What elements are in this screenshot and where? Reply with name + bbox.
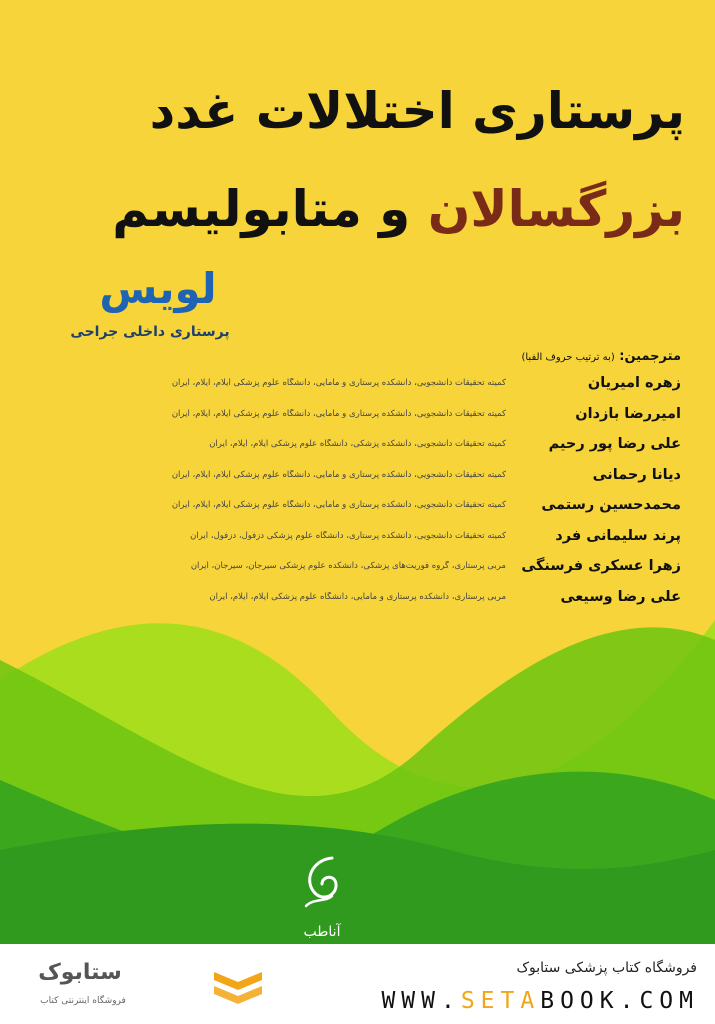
translator-affiliation: کمیته تحقیقات دانشجویی، دانشکده پرستاری، دانشگاه علوم پزشکی دزفول، دزفول، ایران <box>190 530 506 541</box>
footer-banner <box>0 944 715 1024</box>
translator-row <box>61 490 681 521</box>
translator-affiliation: کمیته تحقیقات دانشجویی، دانشکده پرستاری و مامایی، دانشگاه علوم پزشکی ایلام، ایلام، ایران <box>171 469 506 480</box>
translators-list <box>61 346 681 612</box>
book-title-accent: بزرگسالان <box>427 180 685 238</box>
green-waves-decoration <box>0 600 715 944</box>
translators-heading-note: (به ترتیب حروف الفبا) <box>521 352 615 363</box>
store-name: فروشگاه کتاب پزشکی ستابوک <box>516 960 697 976</box>
author-subtitle: پرستاری داخلی جراحی <box>70 324 230 340</box>
translator-row <box>61 521 681 552</box>
translator-name: علی رضا وسیعی <box>560 588 681 605</box>
translator-name: دیانا رحمانی <box>592 466 681 483</box>
translator-affiliation: مربی پرستاری، دانشکده پرستاری و مامایی، دانشگاه علوم پزشکی ایلام، ایلام، ایران <box>209 591 506 602</box>
brand-name: ستابوک <box>38 960 122 985</box>
translator-affiliation: کمیته تحقیقات دانشجویی، دانشکده پرستاری و مامایی، دانشگاه علوم پزشکی ایلام، ایلام، ایران <box>171 500 506 511</box>
translator-row <box>61 368 681 399</box>
publisher-logo <box>292 850 352 944</box>
translator-name: زهره امیریان <box>587 375 681 392</box>
translator-row <box>61 460 681 491</box>
translator-affiliation: کمیته تحقیقات دانشجویی، دانشکده پزشکی، دانشگاه علوم پزشکی ایلام، ایلام، ایران <box>209 439 506 450</box>
translators-heading: مترجمین: (به ترتیب حروف الفبا) <box>521 349 681 364</box>
brand-book-icon <box>210 966 266 1006</box>
translator-name: محمدحسین رستمی <box>541 497 681 514</box>
translator-name: امیررضا بازدان <box>575 405 681 422</box>
translator-affiliation: کمیته تحقیقات دانشجویی، دانشکده پرستاری و مامایی، دانشگاه علوم پزشکی ایلام، ایلام، ایران <box>171 378 506 389</box>
author-name: لویس <box>99 264 217 313</box>
translator-name: زهرا عسکری فرسنگی <box>521 558 681 575</box>
book-title-line2 <box>20 180 685 238</box>
translator-affiliation: کمیته تحقیقات دانشجویی، دانشکده پرستاری و مامایی، دانشگاه علوم پزشکی ایلام، ایلام، ایران <box>171 408 506 419</box>
translator-affiliation: مربی پرستاری، گروه فوریت‌های پزشکی، دانشکده علوم پزشکی سیرجان، سیرجان، ایران <box>190 561 506 572</box>
brand-tagline: فروشگاه اینترنتی کتاب <box>40 996 126 1006</box>
translator-row <box>61 551 681 582</box>
translator-row <box>61 429 681 460</box>
publisher-logo-text: آناطب <box>303 924 341 940</box>
store-url[interactable]: WWW.SETABOOK.COM <box>381 988 699 1014</box>
translator-row <box>61 399 681 430</box>
translator-name: علی رضا پور رحیم <box>548 436 681 453</box>
book-title-line1: پرستاری اختلالات غدد <box>149 82 685 140</box>
translator-name: پرند سلیمانی فرد <box>555 527 681 544</box>
book-title-main: و متابولیسم <box>112 180 411 238</box>
